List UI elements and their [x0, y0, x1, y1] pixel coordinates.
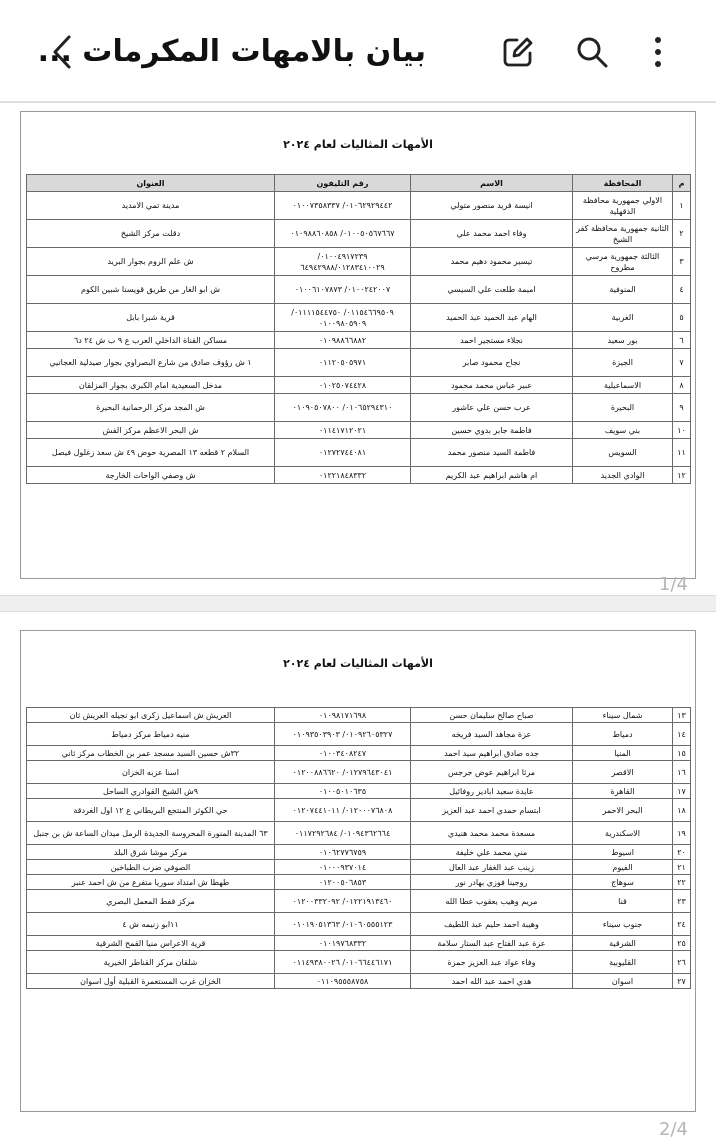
cell-governorate: البحر الاحمر [573, 799, 673, 822]
search-icon [575, 35, 609, 69]
cell-mother-name: وهيبة احمد حليم عبد اللطيف [411, 913, 573, 936]
cell-row-number: ٢٤ [673, 913, 691, 936]
cell-mother-name: عزة مجاهد السيد فريخه [411, 723, 573, 746]
table-header-row [27, 175, 691, 192]
more-vertical-icon [654, 36, 662, 68]
cell-mother-name: اميمة طلعت علي السيسي [411, 276, 573, 304]
cell-governorate: الفيوم [573, 860, 673, 875]
cell-row-number: ٢٧ [673, 974, 691, 989]
table-row [27, 220, 691, 248]
cell-phone: ٠١٠٠٠٩٣٧٠١٤ [275, 860, 411, 875]
cell-address: ٦٣ المدينة المنورة المحروسة الجديدة الرمل ميدان الساعة ش بن جنبل [27, 822, 275, 845]
cell-address: مركز موشا شرق البلد [27, 845, 275, 860]
table-row [27, 845, 691, 860]
cell-row-number: ١٠ [673, 422, 691, 439]
cell-mother-name: ام هاشم ابراهيم عبد الكريم [411, 467, 573, 484]
cell-governorate: اسوان [573, 974, 673, 989]
cell-phone: ٠١١٤١٧١٢٠٢١ [275, 422, 411, 439]
cell-phone: ٠١٠٠٥٠١٠٦٣٥ [275, 784, 411, 799]
cell-address: ١ ش رؤوف صادق من شارع البصراوي بجوار صيدلية العجاتيي [27, 349, 275, 377]
cell-row-number: ١٤ [673, 723, 691, 746]
cell-row-number: ١١ [673, 439, 691, 467]
cell-governorate: القليوبية [573, 951, 673, 974]
cell-governorate: المنوفية [573, 276, 673, 304]
cell-address: الصوفي ضرب الطباخين [27, 860, 275, 875]
cell-mother-name: فاطمة السيد منصور محمد [411, 439, 573, 467]
cell-address: ش البحر الاعظم مركز الفش [27, 422, 275, 439]
cell-address: منيه دمياط مركز دمياط [27, 723, 275, 746]
table-row [27, 304, 691, 332]
cell-mother-name: عزة عبد الفتاح عبد الستار سلامة [411, 936, 573, 951]
cell-address: مدينة تمي الامديد [27, 192, 275, 220]
cell-phone: ٠١٠٦٢٩٢٩٤٤٢/ ٠١٠٠٧٣٥٨٣٣٧ [275, 192, 411, 220]
table-row [27, 799, 691, 822]
cell-row-number: ١٣ [673, 708, 691, 723]
cell-row-number: ٢٦ [673, 951, 691, 974]
cell-governorate: الاسماعيلية [573, 377, 673, 394]
cell-phone: ٠١٠٩٨١٧١٦٩٨ [275, 708, 411, 723]
pdf-page-1[interactable] [0, 103, 716, 595]
cell-address: ش المجد مركز الرحمانية البحيرة [27, 394, 275, 422]
table-row [27, 875, 691, 890]
cell-row-number: ٩ [673, 394, 691, 422]
cell-row-number: ٤ [673, 276, 691, 304]
table-row [27, 708, 691, 723]
cell-address: ش علم الروم بجوار البريد [27, 248, 275, 276]
cell-row-number: ٢٥ [673, 936, 691, 951]
table-title: الأمهات المثاليات لعام ٢٠٢٤ [283, 657, 433, 670]
cell-mother-name: انيسة فريد منصور متولي [411, 192, 573, 220]
col-header-number: م [673, 175, 691, 192]
cell-row-number: ٧ [673, 349, 691, 377]
cell-address: الخزان غرب المستعمرة القبلية أول اسوان [27, 974, 275, 989]
cell-address: مدخل السعيدية امام الكبرى بجوار المزلقان [27, 377, 275, 394]
cell-mother-name: عرب حسن علي عاشور [411, 394, 573, 422]
table-row [27, 394, 691, 422]
cell-phone: ٠١١٠٩٥٥٥٨٧٥٨ [275, 974, 411, 989]
cell-mother-name: مريم وهيب يعقوب عطا الله [411, 890, 573, 913]
cell-address: ١١ابو زنيمه ش ٤ [27, 913, 275, 936]
cell-mother-name: فاطمة جابر بدوي حسين [411, 422, 573, 439]
table-row [27, 422, 691, 439]
app-toolbar [0, 0, 716, 102]
cell-mother-name: وفاء عواد عبد العزيز حمزة [411, 951, 573, 974]
cell-row-number: ٨ [673, 377, 691, 394]
mothers-table-1 [26, 174, 691, 484]
cell-address: ٩ش الشيخ القوادري الساحل [27, 784, 275, 799]
cell-governorate: بور سعيد [573, 332, 673, 349]
cell-mother-name: مرثا ابراهيم عوض جرجس [411, 761, 573, 784]
cell-governorate: بني سويف [573, 422, 673, 439]
cell-row-number: ١٢ [673, 467, 691, 484]
cell-mother-name: زينب عبد الغفار عبد العال [411, 860, 573, 875]
table-row [27, 784, 691, 799]
page-frame [20, 111, 696, 579]
document-title: بيان بالامهات المكرمات ... [37, 34, 426, 69]
cell-governorate: دمياط [573, 723, 673, 746]
table-row [27, 890, 691, 913]
cell-address: طهطا ش امتداد سوريا متفرع من ش احمد عنبر [27, 875, 275, 890]
cell-address: مساكن القناة الداخلي العرب ع ٩ ب ش ٢٤ د٦ [27, 332, 275, 349]
cell-governorate: السويس [573, 439, 673, 467]
cell-governorate: الثانية جمهورية محافظة كفر الشيخ [573, 220, 673, 248]
cell-mother-name: ابتسام حمدي احمد عبد العزيز [411, 799, 573, 822]
cell-address: ش وصفي الواحات الخارجة [27, 467, 275, 484]
table-row [27, 822, 691, 845]
cell-governorate: المنيا [573, 746, 673, 761]
cell-governorate: الاولي جمهورية محافظة الدقهلية [573, 192, 673, 220]
cell-phone: ٠١٠٦٦٤٤٦١٧١/ ٠١١٤٩٣٨٠٠٢٦ [275, 951, 411, 974]
cell-governorate: الجيزة [573, 349, 673, 377]
pdf-page-2[interactable] [0, 612, 716, 1147]
cell-governorate: الشرقية [573, 936, 673, 951]
cell-governorate: الثالثة جمهورية مرسي مطروح [573, 248, 673, 276]
cell-row-number: ١٦ [673, 761, 691, 784]
cell-phone: ٠١٠١٩٧٦٨٣٣٢ [275, 936, 411, 951]
cell-address: دقلت مركز الشيخ [27, 220, 275, 248]
cell-governorate: الغربية [573, 304, 673, 332]
cell-governorate: الاقصر [573, 761, 673, 784]
cell-address: العريش ش اسماعيل زكرى ابو نجيله العريش ثان [27, 708, 275, 723]
cell-address: اسنا عزبه الخزان [27, 761, 275, 784]
cell-phone: ٠١٠٦٥٢٩٤٣١٠/ ٠١٠٩٠٥٠٧٨٠٠ [275, 394, 411, 422]
cell-address: حي الكوثر المنتجع البريطاني ع ١٢ اول الغردقة [27, 799, 275, 822]
cell-governorate: قنا [573, 890, 673, 913]
cell-row-number: ١٧ [673, 784, 691, 799]
table-row [27, 349, 691, 377]
cell-address: قرية شبرا بابل [27, 304, 275, 332]
page-indicator: 1/4 [659, 574, 688, 595]
cell-phone: ٠١٢٠٠٥٠٦٨٥٣ [275, 875, 411, 890]
table-row [27, 332, 691, 349]
cell-mother-name: جده صادق ابراهيم سيد احمد [411, 746, 573, 761]
col-header-address: العنوان [27, 175, 275, 192]
table-row [27, 936, 691, 951]
table-row [27, 951, 691, 974]
mothers-table-2 [26, 707, 691, 989]
table-row [27, 723, 691, 746]
cell-phone: ٠١٠٢٥٠٧٤٤٢٨ [275, 377, 411, 394]
cell-address: شلقان مركز القناطر الخيرية [27, 951, 275, 974]
cell-phone: ٠١٢٠٠٠٧٦٨٠٨/ ٠١٢٠٧٤٤١٠١١ [275, 799, 411, 822]
cell-row-number: ٢١ [673, 860, 691, 875]
edit-icon [501, 35, 535, 69]
cell-mother-name: هدي احمد عبد الله احمد [411, 974, 573, 989]
cell-row-number: ١ [673, 192, 691, 220]
cell-mother-name: مسعدة محمد محمد هنيدي [411, 822, 573, 845]
cell-row-number: ٢٣ [673, 890, 691, 913]
cell-phone: ٠١٠٠٥٠٥٦٧٦٦٧/ ٠١٠٩٨٨٦٠٨٥٨ [275, 220, 411, 248]
cell-governorate: سوهاج [573, 875, 673, 890]
edit-button[interactable] [496, 30, 540, 74]
cell-mother-name: عبير عباس محمد محمود [411, 377, 573, 394]
cell-governorate: الوادي الجديد [573, 467, 673, 484]
cell-phone: ٠١٠٩٨٨٦٦٨٨٢ [275, 332, 411, 349]
cell-phone: ٠١٠٠٤٩١٧٢٣٩/ ٦٤٩٤٢٩٨٨/٠١٢٨٣٤١٠٠٢٩ [275, 248, 411, 276]
cell-phone: ٠١٠٠٢٤٢٠٠٧/ ٠١٠٠٦١٠٧٨٧٣ [275, 276, 411, 304]
table-row [27, 860, 691, 875]
cell-mother-name: صباح صالح سليمان حسن [411, 708, 573, 723]
table-row [27, 192, 691, 220]
table-row [27, 248, 691, 276]
cell-row-number: ٣ [673, 248, 691, 276]
cell-row-number: ٢ [673, 220, 691, 248]
cell-governorate: شمال سيناء [573, 708, 673, 723]
col-header-name: الاسم [411, 175, 573, 192]
cell-phone: ٠١٢٧٩٦٤٣٠٤١/ ٠١٢٠٠٨٨٦٦٢٠ [275, 761, 411, 784]
cell-mother-name: روجينا فوزي بهادر نور [411, 875, 573, 890]
cell-address: ٣٢ش حسين السيد مسجد عمر بن الخطاب مركز ثاني [27, 746, 275, 761]
table-row [27, 974, 691, 989]
cell-phone: ٠١٠٠٣٤٠٨٢٤٧ [275, 746, 411, 761]
cell-phone: ٠١١٢٠٥٠٥٩٧١ [275, 349, 411, 377]
cell-address: قرية الاعراس منيا القمح الشرقية [27, 936, 275, 951]
table-row [27, 467, 691, 484]
cell-phone: ٠١١٥٤٦٦٩٥٠٩/ ٠١١١١٥٤٤٧٥٠/ ٠١٠٠٩٨٠٥٩٠٩ [275, 304, 411, 332]
cell-address: ش ابو الغار من طريق قويسنا شبين الكوم [27, 276, 275, 304]
table-row [27, 439, 691, 467]
col-header-phone: رقم التليفون [275, 175, 411, 192]
cell-phone: ٠١٠٩٤٣٦٢٦٦٤/ ٠١١٧٢٩٢٦٨٤ [275, 822, 411, 845]
cell-mother-name: مني محمد علي خليفة [411, 845, 573, 860]
table-row [27, 377, 691, 394]
table-row [27, 746, 691, 761]
cell-mother-name: وفاء احمد محمد علي [411, 220, 573, 248]
cell-phone: ٠١٠٦٢٧٧٦٧٥٩ [275, 845, 411, 860]
search-button[interactable] [570, 30, 614, 74]
cell-row-number: ٥ [673, 304, 691, 332]
cell-phone: ٠١٠٩٢٦٠٥٣٢٧/ ٠١٠٩٣٥٠٣٩٠٣ [275, 723, 411, 746]
cell-phone: ٠١٠٦٠٥٥٥١٢٣/ ٠١٠١٩٠٥١٣٦٣ [275, 913, 411, 936]
cell-row-number: ١٥ [673, 746, 691, 761]
cell-phone: ٠١٢٢١٨٤٨٣٣٢ [275, 467, 411, 484]
col-header-governorate: المحافظة [573, 175, 673, 192]
more-options-button[interactable] [640, 28, 676, 76]
cell-mother-name: الهام عبد الحميد عبد الحميد [411, 304, 573, 332]
cell-governorate: جنوب سيناء [573, 913, 673, 936]
cell-row-number: ١٩ [673, 822, 691, 845]
cell-row-number: ٢٠ [673, 845, 691, 860]
cell-governorate: اسيوط [573, 845, 673, 860]
cell-governorate: القاهرة [573, 784, 673, 799]
table-title: الأمهات المثاليات لعام ٢٠٢٤ [283, 138, 433, 151]
cell-mother-name: عايدة سعيد ابادير روفائيل [411, 784, 573, 799]
table-row [27, 761, 691, 784]
cell-mother-name: تيسير محمود دهيم محمد [411, 248, 573, 276]
cell-phone: ٠١٢٢١٩١٣٤٦٠/ ٠١٢٠٠٣٣٢٠٩٢ [275, 890, 411, 913]
cell-governorate: الاسكندرية [573, 822, 673, 845]
table-row [27, 276, 691, 304]
table-row [27, 913, 691, 936]
cell-governorate: البحيرة [573, 394, 673, 422]
cell-row-number: ٢٢ [673, 875, 691, 890]
cell-address: مركز قفط المعمل البصري [27, 890, 275, 913]
cell-address: السلام ٢ قطعه ١٣ المصرية حوض ٤٩ ش سعد زغلول فيصل [27, 439, 275, 467]
cell-row-number: ٦ [673, 332, 691, 349]
cell-mother-name: نجاح محمود صابر [411, 349, 573, 377]
cell-mother-name: نجلاء مستجير احمد [411, 332, 573, 349]
cell-phone: ٠١٢٧٢٧٤٤٠٨١ [275, 439, 411, 467]
page-frame [20, 630, 696, 1112]
page-indicator: 2/4 [659, 1119, 688, 1140]
cell-row-number: ١٨ [673, 799, 691, 822]
